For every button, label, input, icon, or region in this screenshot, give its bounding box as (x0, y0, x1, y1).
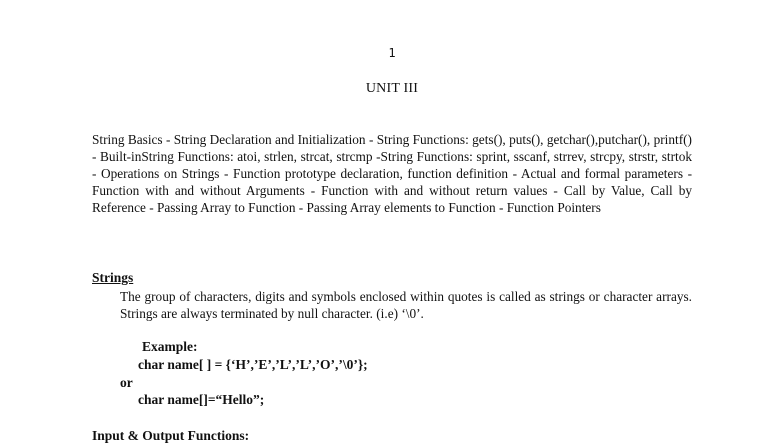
strings-heading: Strings (92, 270, 134, 285)
example-label: Example: (142, 339, 198, 354)
page-number: 1 (388, 46, 396, 60)
strings-definition-paragraph: The group of characters, digits and symbols enclosed within quotes is called as strings or character arrays. Strings are always terminated by null character. (i.e) ‘\0’. (120, 289, 692, 321)
syllabus-paragraph: String Basics - String Declaration and Initialization - String Functions: gets(), puts(), getchar(),putchar(), printf() - Built-inString Functions: atoi, strlen, strcat, strcmp -String Functions: sprint, sscanf, strrev, strcpy, strstr, strtok - Operations on Strings - Function prototype declaration, function definition - Actual and formal parameters - Function with and without Arguments - Function with and without return values - Call by Value, Call by Reference - Passing Array to Function - Passing Array elements to Function - Function Pointers (92, 132, 692, 215)
unit-title: UNIT III (365, 81, 419, 96)
or-separator: or (120, 375, 133, 390)
input-output-heading: Input & Output Functions: (92, 428, 250, 443)
code-example-array-init: char name[ ] = {‘H’,’E’,’L’,’L’,’O’,’\0’}; (138, 357, 368, 372)
code-example-string-literal: char name[]=“Hello”; (138, 392, 265, 407)
